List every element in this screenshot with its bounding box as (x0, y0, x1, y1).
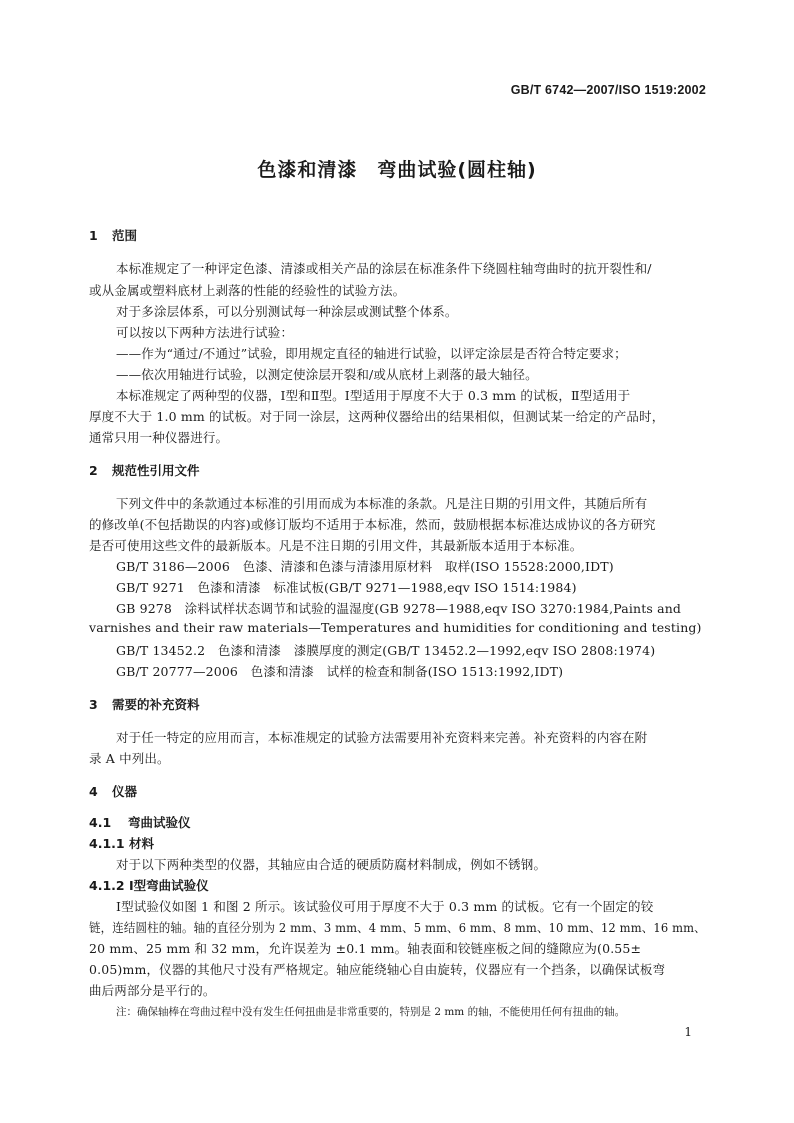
section-title: Ⅰ型弯曲试验仪 (129, 878, 209, 893)
paragraph-line: 或从金属或塑料底材上剥落的性能的经验性的试验方法。 (89, 283, 406, 298)
paragraph-line: 对于任一特定的应用而言，本标准规定的试验方法需要用补充资料来完善。补充资料的内容在附 (116, 730, 648, 745)
section-number: 1 (89, 228, 98, 243)
section-4-1-2-heading (89, 876, 209, 894)
paragraph-line: 的修改单(不包括勘误的内容)或修订版均不适用于本标准，然而，鼓励根据本标准达成协议的各方研究 (89, 517, 656, 532)
paragraph-line: 录 A 中列出。 (89, 751, 170, 766)
paragraph-line: 链，连结圆柱的轴。轴的直径分别为 2 mm、3 mm、4 mm、5 mm、6 mm、8 mm、10 mm、12 mm、16 mm、 (89, 920, 706, 935)
reference-item: GB/T 13452.2 色漆和清漆 漆膜厚度的测定(GB/T 13452.2—1992,eqv ISO 2808:1974) (116, 643, 656, 658)
reference-item: GB/T 20777—2006 色漆和清漆 试样的检查和制备(ISO 1513:1992,IDT) (116, 664, 564, 679)
section-2-heading (89, 461, 200, 479)
section-4-heading (89, 782, 137, 800)
list-item: ——作为“通过/不通过”试验，即用规定直径的轴进行试验，以评定涂层是否符合特定要求； (116, 346, 627, 361)
paragraph-line: 是否可使用这些文件的最新版本。凡是不注日期的引用文件，其最新版本适用于本标准。 (89, 538, 583, 553)
section-number: 2 (89, 463, 98, 478)
list-item: ——依次用轴进行试验，以测定使涂层开裂和/或从底材上剥落的最大轴径。 (116, 367, 538, 382)
section-1-heading (89, 226, 137, 244)
paragraph-line: 本标准规定了两种型的仪器，Ⅰ型和Ⅱ型。Ⅰ型适用于厚度不大于 0.3 mm 的试板，Ⅱ型适用于 (116, 388, 631, 403)
section-3-heading (89, 695, 200, 713)
section-title: 仪器 (112, 784, 138, 799)
section-4-1-heading (89, 813, 191, 831)
paragraph-line: 对于以下两种类型的仪器，其轴应由合适的硬质防腐材料制成，例如不锈钢。 (116, 857, 547, 872)
reference-item: GB 9278 涂料试样状态调节和试验的温湿度(GB 9278—1988,eqv ISO 3270:1984,Paints and (116, 601, 682, 616)
section-number: 4.1 (89, 815, 112, 830)
section-number: 3 (89, 697, 98, 712)
section-number: 4.1.1 (89, 836, 125, 851)
page-number: 1 (684, 1025, 692, 1039)
paragraph-line: 20 mm、25 mm 和 32 mm，允许误差为 ±0.1 mm。轴表面和铰链座板之间的缝隙应为(0.55± (89, 941, 642, 956)
paragraph-line: 本标准规定了一种评定色漆、清漆或相关产品的涂层在标准条件下绕圆柱轴弯曲时的抗开裂性和/ (116, 261, 652, 276)
reference-item-continued: varnishes and their raw materials—Temperatures and humidities for conditioning and testing) (89, 620, 702, 635)
reference-item: GB/T 3186—2006 色漆、清漆和色漆与清漆用原材料 取样(ISO 15528:2000,IDT) (116, 559, 614, 574)
section-number: 4.1.2 (89, 878, 125, 893)
paragraph-line: 通常只用一种仪器进行。 (89, 430, 229, 445)
paragraph-line: 可以按以下两种方法进行试验： (116, 325, 294, 340)
section-title: 范围 (112, 228, 138, 243)
section-title: 规范性引用文件 (112, 463, 200, 478)
section-title: 弯曲试验仪 (128, 815, 191, 830)
reference-item: GB/T 9271 色漆和清漆 标准试板(GB/T 9271—1988,eqv ISO 1514:1984) (116, 580, 577, 595)
paragraph-line: 厚度不大于 1.0 mm 的试板。对于同一涂层，这两种仪器给出的结果相似，但测试某一给定的产品时， (89, 409, 665, 424)
section-title: 材料 (129, 836, 155, 851)
standard-code-header: GB/T 6742—2007/ISO 1519:2002 (510, 83, 706, 97)
paragraph-line: 曲后两部分是平行的。 (89, 983, 216, 998)
note: 注：确保轴棒在弯曲过程中没有发生任何扭曲是非常重要的，特别是 2 mm 的轴，不能使用任何有扭曲的轴。 (116, 1006, 626, 1018)
paragraph-line: Ⅰ型试验仪如图 1 和图 2 所示。该试验仪可用于厚度不大于 0.3 mm 的试板。它有一个固定的铰 (116, 899, 654, 914)
document-title: 色漆和清漆 弯曲试验(圆柱轴) (257, 159, 537, 181)
paragraph-line: 下列文件中的条款通过本标准的引用而成为本标准的条款。凡是注日期的引用文件，其随后所有 (116, 496, 648, 511)
section-number: 4 (89, 784, 98, 799)
section-title: 需要的补充资料 (112, 697, 200, 712)
section-4-1-1-heading (89, 834, 154, 852)
paragraph-line: 0.05)mm，仪器的其他尺寸没有严格规定。轴应能绕轴心自由旋转，仪器应有一个挡条，以确保试板弯 (89, 962, 666, 977)
paragraph-line: 对于多涂层体系，可以分别测试每一种涂层或测试整个体系。 (116, 304, 458, 319)
